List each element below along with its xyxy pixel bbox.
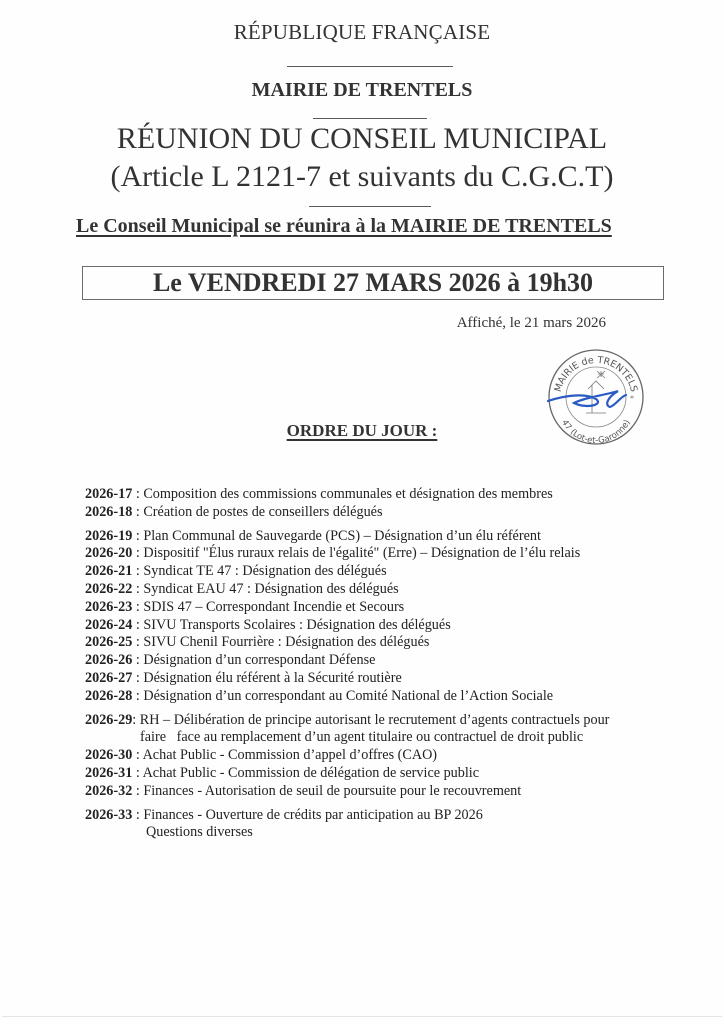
item-code: 2026-30: [85, 747, 133, 764]
item-text: Désignation élu référent à la Sécurité routière: [143, 669, 402, 686]
meeting-date-box: [82, 266, 664, 300]
svg-text:47 (Lot-et-Garonne): 47 (Lot-et-Garonne): [559, 418, 633, 447]
item-text: SIVU Transports Scolaires : Désignation des délégués: [143, 616, 451, 633]
item-text: RH – Délibération de principe autorisant le recrutement d’agents contractuels pour: [139, 711, 610, 728]
agenda-item: 2026-31 : Achat Public - Commission de délégation de service public: [85, 764, 480, 781]
scan-edge-line: [2, 1016, 722, 1017]
divider: [309, 206, 431, 207]
closing-item: Questions diverses: [146, 824, 253, 841]
agenda-item-continuation: faire face au remplacement d’un agent titulaire ou contractuel de droit public: [140, 729, 584, 746]
agenda-item: 2026-20 : Dispositif "Élus ruraux relais de l'égalité" (Erre) – Désignation de l’élu relais: [85, 545, 581, 562]
agenda-item: 2026-21 : Syndicat TE 47 : Désignation des délégués: [85, 563, 387, 580]
article-reference: (Article L 2121-7 et suivants du C.G.C.T): [110, 160, 614, 193]
item-code: 2026-31: [85, 764, 133, 781]
agenda-item: 2026-22 : Syndicat EAU 47 : Désignation des délégués: [85, 580, 399, 597]
item-code: 2026-18: [85, 503, 133, 520]
item-code: 2026-32: [85, 782, 133, 799]
meeting-title-block: [0, 120, 724, 196]
svg-text:*: *: [630, 394, 634, 403]
item-code: 2026-22: [85, 580, 133, 597]
agenda-item: 2026-26 : Désignation d’un correspondant Défense: [85, 652, 376, 669]
agenda-item: 2026-27 : Désignation élu référent à la Sécurité routière: [85, 669, 402, 686]
item-text: Syndicat TE 47 : Désignation des délégués: [143, 563, 387, 580]
item-code: 2026-20: [85, 545, 133, 562]
agenda-item: 2026-18 : Création de postes de conseillers délégués: [85, 503, 383, 520]
agenda-list: [85, 486, 705, 842]
item-code: 2026-23: [85, 598, 133, 615]
item-code: 2026-21: [85, 563, 133, 580]
meeting-title: RÉUNION DU CONSEIL MUNICIPAL: [116, 122, 608, 155]
item-code: 2026-26: [85, 652, 133, 669]
item-code: 2026-25: [85, 634, 133, 651]
agenda-item: 2026-28 : Désignation d’un correspondant au Comité National de l’Action Sociale: [85, 687, 554, 704]
agenda-item: 2026-32 : Finances - Autorisation de seuil de poursuite pour le recouvrement: [85, 782, 522, 799]
item-text: Finances - Autorisation de seuil de poursuite pour le recouvrement: [143, 782, 522, 799]
item-text: Dispositif "Élus ruraux relais de l'égalité" (Erre) – Désignation de l’élu relais: [143, 545, 581, 562]
item-code: 2026-17: [85, 486, 133, 502]
posted-date: Affiché, le 21 mars 2026: [456, 315, 606, 331]
item-text: Désignation d’un correspondant au Comité National de l’Action Sociale: [143, 687, 554, 704]
item-code: 2026-19: [85, 527, 133, 544]
item-text: Achat Public - Commission de délégation de service public: [142, 764, 480, 781]
agenda-item: 2026-30 : Achat Public - Commission d’appel d’offres (CAO): [85, 747, 438, 764]
item-text: SIVU Chenil Fourrière : Désignation des délégués: [143, 634, 430, 651]
item-text: Composition des commissions communales et désignation des membres: [143, 486, 553, 502]
agenda-item: 2026-24 : SIVU Transports Scolaires : Désignation des délégués: [85, 616, 451, 633]
meeting-date: Le VENDREDI 27 MARS 2026 à 19h30: [152, 268, 594, 297]
meeting-location: Le Conseil Municipal se réunira à la MAIRIE DE TRENTELS: [76, 215, 612, 237]
item-code: 2026-24: [85, 616, 133, 633]
item-text: Création de postes de conseillers délégués: [143, 503, 383, 520]
item-text: SDIS 47 – Correspondant Incendie et Secours: [143, 598, 405, 615]
item-text: Plan Communal de Sauvegarde (PCS) – Désignation d’un élu référent: [143, 527, 541, 544]
agenda-item: 2026-25 : SIVU Chenil Fourrière : Désignation des délégués: [85, 634, 430, 651]
item-text: Finances - Ouverture de crédits par anticipation au BP 2026: [143, 806, 483, 823]
agenda-item: 2026-17 : Composition des commissions communales et désignation des membres: [85, 486, 553, 502]
agenda-title: ORDRE DU JOUR :: [286, 421, 438, 440]
item-code: 2026-27: [85, 669, 133, 686]
item-text: Achat Public - Commission d’appel d’offres (CAO): [142, 747, 438, 764]
agenda-item: 2026-33 : Finances - Ouverture de crédits par anticipation au BP 2026: [85, 806, 483, 823]
item-code: 2026-29: [85, 711, 133, 728]
divider: [287, 66, 453, 67]
divider: [313, 118, 427, 119]
item-text: Syndicat EAU 47 : Désignation des délégués: [143, 580, 399, 597]
republic-heading: RÉPUBLIQUE FRANÇAISE: [233, 20, 491, 44]
item-code: 2026-28: [85, 687, 133, 704]
agenda-item: 2026-19 : Plan Communal de Sauvegarde (PCS) – Désignation d’un élu référent: [85, 527, 541, 544]
agenda-item: 2026-29: RH – Délibération de principe autorisant le recrutement d’agents contractuels pour: [85, 711, 610, 728]
item-text: Désignation d’un correspondant Défense: [143, 652, 376, 669]
item-code: 2026-33: [85, 806, 133, 823]
mairie-heading: MAIRIE DE TRENTELS: [251, 79, 473, 101]
svg-text:MAIRIE de TRENTELS: MAIRIE de TRENTELS: [552, 354, 640, 394]
agenda-item: 2026-23 : SDIS 47 – Correspondant Incendie et Secours: [85, 598, 405, 615]
